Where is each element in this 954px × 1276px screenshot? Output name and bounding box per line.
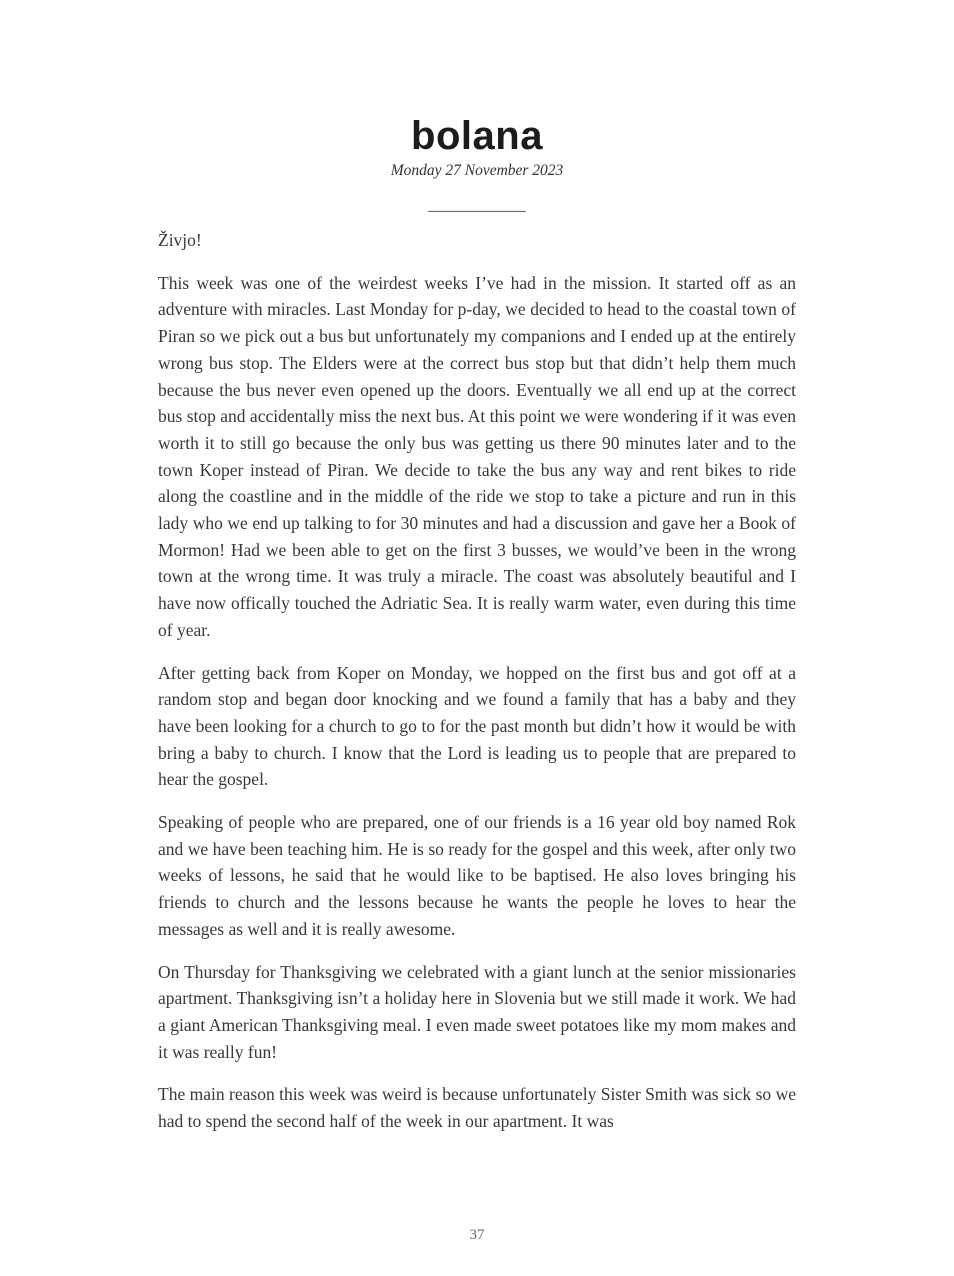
- separator-line: _____________: [428, 198, 526, 214]
- paragraph-3: Speaking of people who are prepared, one of our friends is a 16 year old boy named Rok and we have been teaching him. He is so ready for the gospel and this week, after only two weeks of lessons, he said that he would like to be baptised. He also loves bringing his friends to church and the lessons because he wants the people he loves to hear the messages as well and it is really awesome.: [158, 812, 796, 939]
- document-date: Monday 27 November 2023: [390, 162, 564, 179]
- page-title: bolana: [411, 114, 543, 158]
- greeting-text: Živjo!: [158, 230, 202, 250]
- document-header: [158, 0, 796, 181]
- paragraph-1: This week was one of the weirdest weeks I’ve had in the mission. It started off as an adventure with miracles. Last Monday for p-day, we decided to head to the coastal town of Piran so we pick out a bus but unfortunately my companions and I ended up at the entirely wrong bus stop. The Elders were at the correct bus stop but that didn’t help them much because the bus never even opened up the doors. Eventually we all end up at the correct bus stop and accidentally miss the next bus. At this point we were wondering if it was even worth it to still go because the only bus was getting us there 90 minutes later and to the town Koper instead of Piran. We decide to take the bus any way and rent bikes to ride along the coastline and in the middle of the ride we stop to take a picture and run in this lady who we end up talking to for 30 minutes and had a discussion and gave her a Book of Mormon! Had we been able to get on the first 3 busses, we would’ve been in the wrong town at the wrong time. It was truly a miracle. The coast was absolutely beautiful and I have now offically touched the Adriatic Sea. It is really warm water, even during this time of year.: [158, 272, 796, 640]
- page-footer: [0, 1227, 954, 1244]
- paragraph-5: The main reason this week was weird is because unfortunately Sister Smith was sick so we had to spend the second half of the week in our apartment. It was: [158, 1084, 796, 1132]
- paragraph-4: On Thursday for Thanksgiving we celebrated with a giant lunch at the senior missionaries apartment. Thanksgiving isn’t a holiday here in Slovenia but we still made it work. We had a giant American Thanksgiving meal. I even made sweet potatoes like my mom makes and it was really fun!: [158, 961, 796, 1062]
- page-number: 37: [469, 1227, 485, 1243]
- document-body: [158, 227, 796, 1135]
- paragraph-2: After getting back from Koper on Monday, we hopped on the first bus and got off at a random stop and began door knocking and we found a family that has a baby and they have been looking for a church to go to for the past month but didn’t how it would be with bring a baby to church. I know that the Lord is leading us to people that are prepared to hear the gospel.: [158, 662, 796, 790]
